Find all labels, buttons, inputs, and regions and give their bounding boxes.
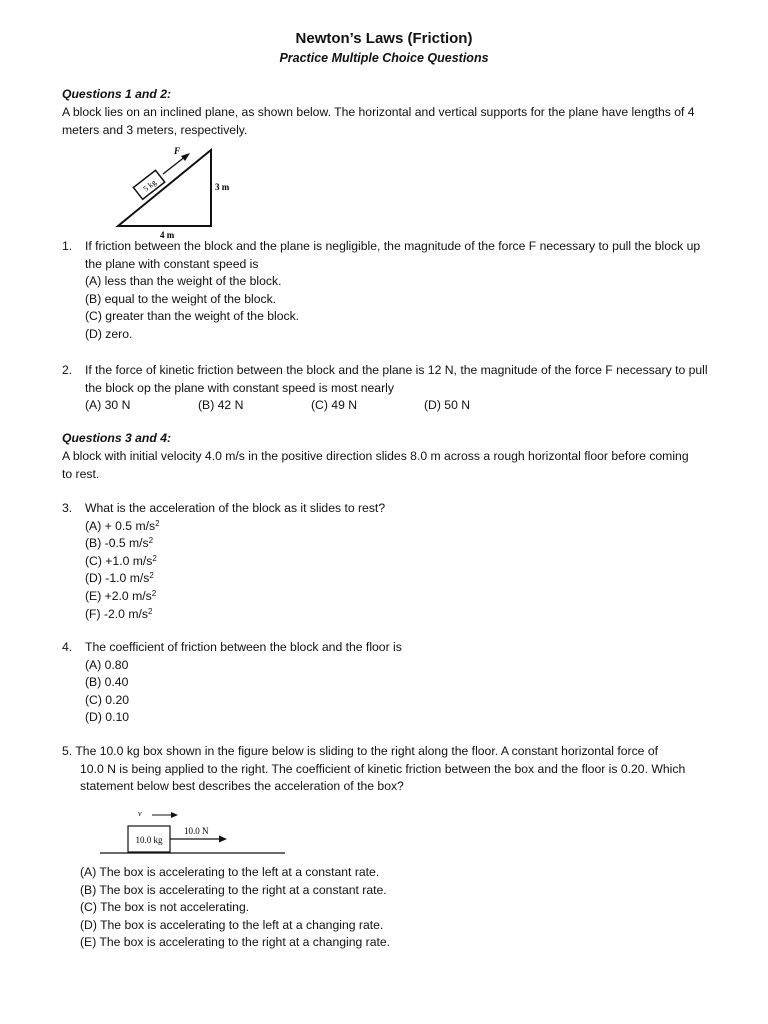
option-e[interactable]: (E) The box is accelerating to the right at a changing rate. bbox=[80, 935, 391, 950]
option-d[interactable]: (D) -1.0 $m/s^2$ bbox=[85, 571, 154, 586]
answer-options-q5 bbox=[80, 864, 680, 952]
force-arrow bbox=[163, 156, 186, 174]
option-d[interactable]: (D) The box is accelerating to the left at a changing rate. bbox=[80, 917, 384, 932]
section-intro-q1-q2: A block lies on an inclined plane, as shown below. The horizontal and vertical supports for the plane have lengths of 4 meters and 3 meters, respectively. bbox=[62, 105, 695, 137]
option-b[interactable]: (B) 0.40 bbox=[85, 675, 129, 690]
question-number: 3. bbox=[62, 501, 73, 515]
option-e[interactable]: (E) +2.0 $m/s^2$ bbox=[85, 588, 157, 603]
height-label: 3 m bbox=[215, 182, 230, 192]
question-number: 1. bbox=[62, 239, 73, 253]
force-arrowhead bbox=[181, 153, 190, 161]
option-a[interactable]: (A) 30 N bbox=[85, 398, 131, 412]
incline-triangle bbox=[118, 150, 211, 226]
answer-options bbox=[85, 273, 717, 343]
option-c[interactable]: (C) 49 N bbox=[311, 398, 358, 412]
question-text: What is the acceleration of the block as it slides to rest? bbox=[85, 501, 386, 515]
option-a[interactable]: (A) 0.80 bbox=[85, 657, 129, 672]
option-c[interactable]: (C) 0.20 bbox=[85, 692, 130, 707]
option-d[interactable]: (D) zero. bbox=[85, 326, 133, 341]
option-a[interactable]: (A) + 0.5 $m/s^2$ bbox=[85, 518, 160, 533]
answer-options bbox=[85, 518, 717, 624]
section-intro-q3-q4: A block with initial velocity 4.0 m/s in the positive direction slides 8.0 m across a rough horizontal floor before coming to rest. bbox=[62, 449, 689, 481]
page-subtitle: Practice Multiple Choice Questions bbox=[279, 51, 489, 65]
option-f[interactable]: (F) -2.0 $m/s^2$ bbox=[85, 606, 153, 621]
force-label: F bbox=[174, 146, 181, 156]
question-5 bbox=[62, 743, 722, 796]
inclined-plane-figure bbox=[108, 142, 238, 240]
velocity-arrowhead bbox=[171, 812, 178, 818]
option-b[interactable]: (B) equal to the weight of the block. bbox=[85, 291, 277, 306]
box-on-floor-figure bbox=[100, 806, 300, 862]
question-3 bbox=[62, 500, 722, 625]
question-text: The coefficient of friction between the block and the floor is bbox=[85, 640, 402, 654]
section-heading-q3-q4: Questions 3 and 4: bbox=[62, 431, 172, 445]
answer-options bbox=[85, 397, 717, 415]
option-a[interactable]: (A) less than the weight of the block. bbox=[85, 274, 282, 288]
option-c[interactable]: (C) The box is not accelerating. bbox=[80, 900, 250, 915]
option-c[interactable]: (C) greater than the weight of the block. bbox=[85, 309, 300, 324]
question-2 bbox=[62, 362, 722, 422]
base-label: 4 m bbox=[160, 230, 175, 240]
section-heading-q1-q2: Questions 1 and 2: bbox=[62, 87, 172, 101]
question-number: 4. bbox=[62, 640, 73, 654]
block-mass-label: 5 kg bbox=[141, 177, 158, 194]
question-text: If friction between the block and the plane is negligible, the magnitude of the force F necessary to pull the block up the plane with constant speed is bbox=[85, 239, 701, 271]
option-b[interactable]: (B) -0.5 $m/s^2$ bbox=[85, 536, 154, 551]
block-5kg bbox=[133, 170, 164, 199]
option-c[interactable]: (C) +1.0 $m/s^2$ bbox=[85, 553, 157, 568]
question-text-line1: 5. The 10.0 kg box shown in the figure below is sliding to the right along the floor. A constant horizontal force of bbox=[62, 744, 658, 758]
question-number: 5. bbox=[62, 744, 73, 758]
question-text: If the force of kinetic friction between the block and the plane is 12 N, the magnitude of the force F necessary to pull the block op the plane with constant speed is most nearly bbox=[85, 363, 708, 395]
question-text-rest: 10.0 N is being applied to the right. The coefficient of kinetic friction between the box and the floor is 0.20. Which statement below best describes the acceleration of the box? bbox=[80, 761, 686, 794]
answer-options bbox=[85, 657, 717, 727]
question-1 bbox=[62, 238, 722, 348]
option-b[interactable]: (B) The box is accelerating to the right at a constant rate. bbox=[80, 882, 387, 897]
velocity-label: v bbox=[138, 809, 142, 818]
option-a[interactable]: (A) The box is accelerating to the left at a constant rate. bbox=[80, 865, 380, 879]
page-title: Newton’s Laws (Friction) bbox=[295, 30, 473, 47]
applied-force-label: 10.0 N bbox=[184, 826, 209, 836]
option-d[interactable]: (D) 50 N bbox=[424, 398, 471, 412]
box-mass-label: 10.0 kg bbox=[135, 835, 163, 845]
question-4 bbox=[62, 639, 722, 729]
applied-force-arrowhead bbox=[219, 836, 227, 843]
option-b[interactable]: (B) 42 N bbox=[198, 398, 244, 412]
question-number: 2. bbox=[62, 363, 73, 377]
option-d[interactable]: (D) 0.10 bbox=[85, 710, 130, 725]
